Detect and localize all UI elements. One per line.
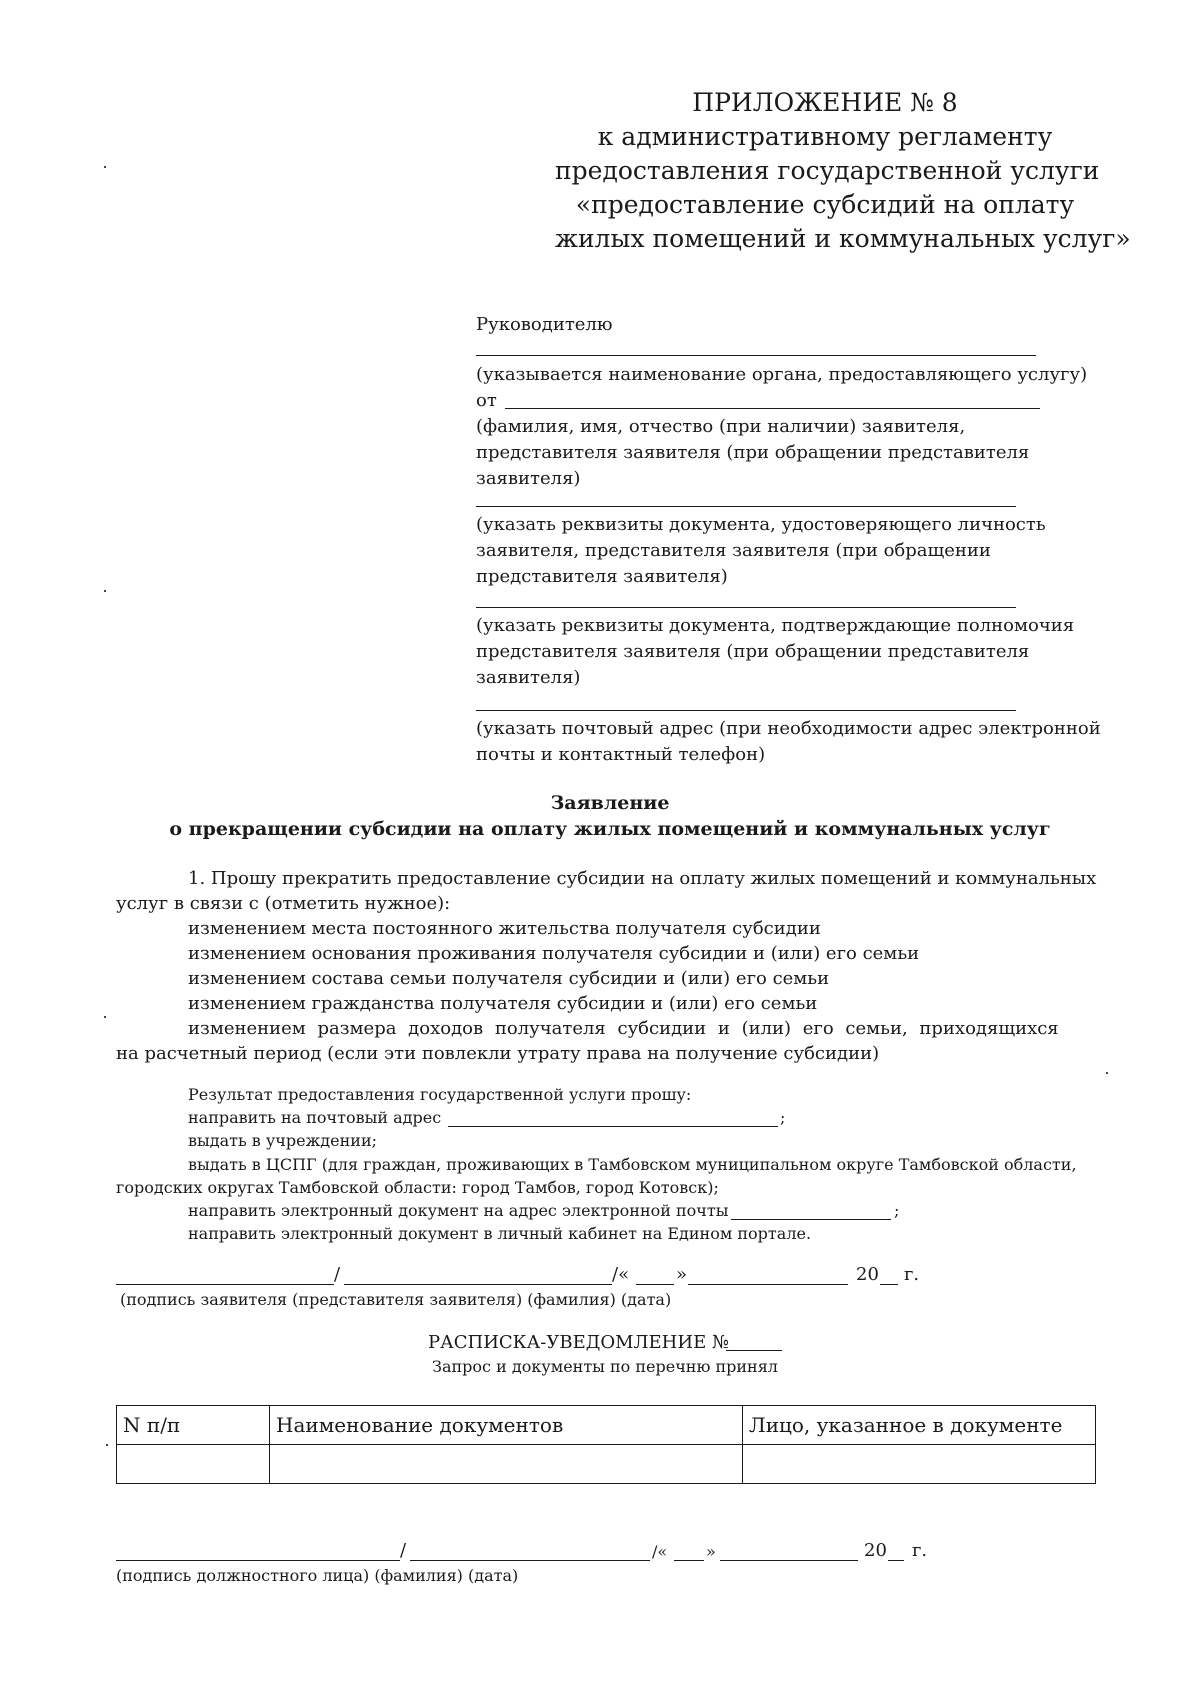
punctuation: ; bbox=[894, 1201, 900, 1220]
result-option-cspg[interactable]: выдать в ЦСПГ (для граждан, проживающих в Тамбовском муниципальном округе Тамбовской области, bbox=[188, 1155, 1077, 1174]
applicant-signature-field[interactable] bbox=[116, 1284, 334, 1285]
reason-option[interactable]: изменением основания проживания получателя субсидии и (или) его семьи bbox=[188, 943, 920, 964]
org-name-field[interactable] bbox=[476, 355, 1036, 356]
table-cell[interactable] bbox=[743, 1445, 1096, 1484]
id-hint: (указать реквизиты документа, удостоверяющего личность bbox=[476, 514, 1046, 535]
documents-table bbox=[116, 1405, 1096, 1484]
signature-caption: (подпись должностного лица) (фамилия) (дата) bbox=[116, 1566, 519, 1585]
request-paragraph: услуг в связи с (отметить нужное): bbox=[116, 893, 451, 914]
date-day-field[interactable] bbox=[674, 1560, 704, 1561]
result-intro: Результат предоставления государственной услуги прошу: bbox=[188, 1085, 692, 1104]
punctuation: ; bbox=[780, 1108, 786, 1127]
result-option-postal[interactable]: направить на почтовый адрес bbox=[188, 1108, 442, 1127]
power-hint: представителя заявителя (при обращении представителя bbox=[476, 641, 1030, 662]
date-close: » bbox=[676, 1264, 688, 1285]
statement-subtitle: о прекращении субсидии на оплату жилых помещений и коммунальных услуг bbox=[169, 818, 1051, 840]
separator: / bbox=[334, 1264, 341, 1285]
reason-option[interactable]: изменением места постоянного жительства получателя субсидии bbox=[188, 918, 821, 939]
applicant-hint: заявителя) bbox=[476, 468, 581, 489]
date-day-field[interactable] bbox=[636, 1284, 674, 1285]
power-hint: (указать реквизиты документа, подтверждающие полномочия bbox=[476, 615, 1075, 636]
table-cell[interactable] bbox=[270, 1445, 743, 1484]
column-header-number: N п/п bbox=[117, 1406, 270, 1445]
reason-option[interactable]: изменением состава семьи получателя субсидии и (или) его семьи bbox=[188, 968, 830, 989]
scan-speck bbox=[104, 1016, 106, 1018]
appendix-title: ПРИЛОЖЕНИЕ № 8 bbox=[692, 88, 958, 117]
date-year-field[interactable] bbox=[880, 1284, 898, 1285]
from-label: от bbox=[476, 390, 497, 411]
date-open: /« bbox=[652, 1542, 668, 1561]
column-header-person: Лицо, указанное в документе bbox=[743, 1406, 1096, 1445]
applicant-hint: представителя заявителя (при обращении представителя bbox=[476, 442, 1030, 463]
date-year-prefix: 20 bbox=[856, 1264, 879, 1285]
official-surname-field[interactable] bbox=[410, 1560, 650, 1561]
date-close: » bbox=[706, 1542, 716, 1561]
header-line: жилых помещений и коммунальных услуг» bbox=[555, 224, 1131, 253]
postal-hint: (указать почтовый адрес (при необходимости адрес электронной bbox=[476, 718, 1101, 739]
signature-caption: (подпись заявителя (представителя заявителя) (фамилия) (дата) bbox=[120, 1290, 672, 1309]
postal-hint: почты и контактный телефон) bbox=[476, 744, 766, 765]
header-line: «предоставление субсидий на оплату bbox=[575, 190, 1075, 219]
column-header-documents: Наименование документов bbox=[270, 1406, 743, 1445]
id-document-field[interactable] bbox=[476, 506, 1016, 507]
receipt-title: РАСПИСКА-УВЕДОМЛЕНИЕ № bbox=[428, 1332, 729, 1353]
request-paragraph: 1. Прошу прекратить предоставление субсидии на оплату жилых помещений и коммунальных bbox=[188, 868, 1097, 889]
table-cell[interactable] bbox=[117, 1445, 270, 1484]
date-open: /« bbox=[612, 1264, 630, 1285]
scan-speck bbox=[104, 590, 106, 592]
id-hint: заявителя, представителя заявителя (при обращении bbox=[476, 540, 991, 561]
scan-speck bbox=[1106, 1072, 1108, 1074]
applicant-name-field[interactable] bbox=[505, 408, 1040, 409]
addressee-to: Руководителю bbox=[476, 314, 613, 335]
postal-address-field[interactable] bbox=[476, 710, 1016, 711]
applicant-surname-field[interactable] bbox=[344, 1284, 612, 1285]
date-year-suffix: г. bbox=[912, 1540, 928, 1561]
result-option-email[interactable]: направить электронный документ на адрес электронной почты bbox=[188, 1201, 729, 1220]
reason-option[interactable]: изменением размера доходов получателя субсидии и (или) его семьи, приходящихся bbox=[188, 1018, 1059, 1039]
result-option-cspg-continued: городских округах Тамбовской области: город Тамбов, город Котовск); bbox=[116, 1178, 719, 1197]
table-header-row bbox=[117, 1406, 1096, 1445]
reason-option[interactable]: изменением гражданства получателя субсидии и (или) его семьи bbox=[188, 993, 818, 1014]
separator: / bbox=[400, 1540, 407, 1561]
email-input[interactable] bbox=[731, 1219, 891, 1220]
postal-address-input[interactable] bbox=[448, 1126, 778, 1127]
receipt-number-field[interactable] bbox=[726, 1350, 782, 1351]
header-line: к административному регламенту bbox=[597, 122, 1053, 151]
scan-speck bbox=[106, 1444, 108, 1446]
date-year-field[interactable] bbox=[888, 1560, 904, 1561]
result-option-portal[interactable]: направить электронный документ в личный кабинет на Едином портале. bbox=[188, 1224, 812, 1243]
date-month-field[interactable] bbox=[688, 1284, 848, 1285]
header-line: предоставления государственной услуги bbox=[555, 156, 1100, 185]
power-hint: заявителя) bbox=[476, 667, 581, 688]
date-month-field[interactable] bbox=[720, 1560, 858, 1561]
power-document-field[interactable] bbox=[476, 607, 1016, 608]
table-row bbox=[117, 1445, 1096, 1484]
date-year-prefix: 20 bbox=[864, 1540, 887, 1561]
result-option-office[interactable]: выдать в учреждении; bbox=[188, 1131, 377, 1150]
receipt-subtitle: Запрос и документы по перечню принял bbox=[432, 1357, 778, 1376]
scan-speck bbox=[104, 166, 106, 168]
org-hint: (указывается наименование органа, предоставляющего услугу) bbox=[476, 364, 1088, 385]
id-hint: представителя заявителя) bbox=[476, 566, 728, 587]
statement-title: Заявление bbox=[550, 792, 670, 814]
official-signature-field[interactable] bbox=[116, 1560, 400, 1561]
reason-option-continued: на расчетный период (если эти повлекли утрату права на получение субсидии) bbox=[116, 1043, 880, 1064]
date-year-suffix: г. bbox=[904, 1264, 920, 1285]
applicant-hint: (фамилия, имя, отчество (при наличии) заявителя, bbox=[476, 416, 966, 437]
